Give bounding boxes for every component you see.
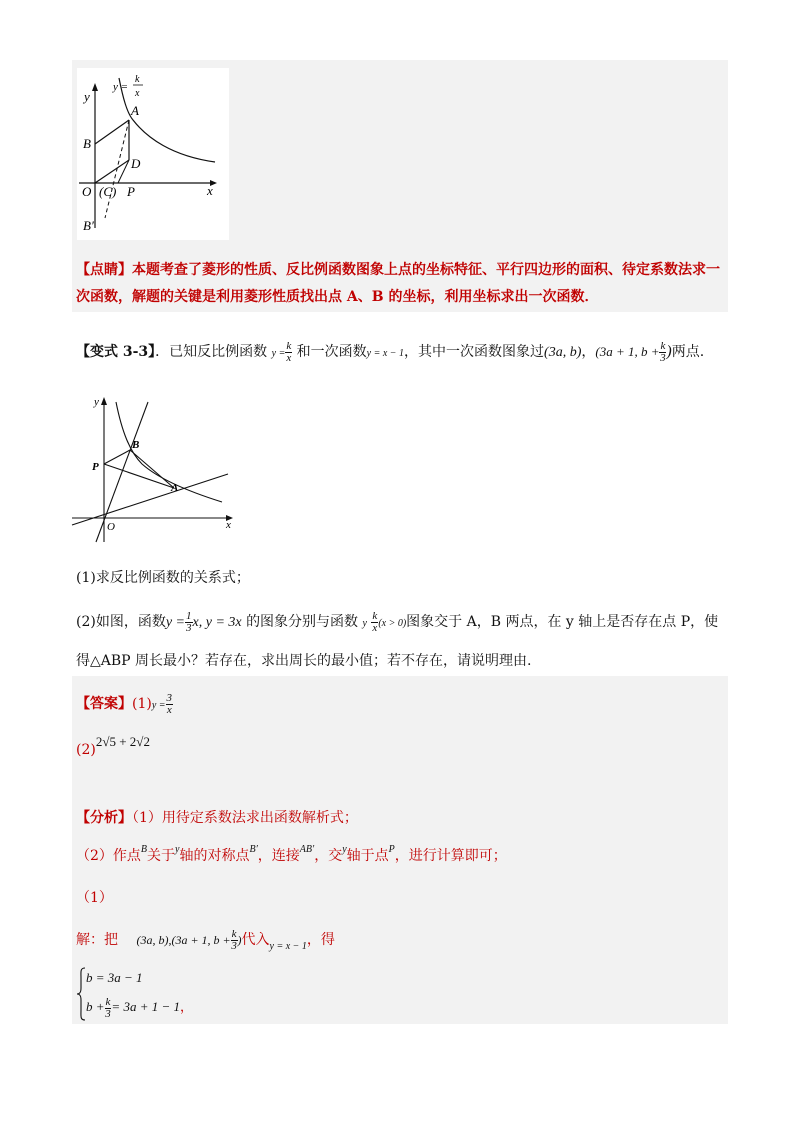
dianjing-line2 bbox=[76, 287, 598, 307]
variant-point1: (3a, b) bbox=[544, 345, 582, 360]
analysis-line2 bbox=[76, 846, 507, 870]
question-2-line2: 得△ABP 周长最小？若存在，求出周长的最小值；若不存在，请说明理由. bbox=[76, 653, 532, 669]
solution-k: k bbox=[231, 927, 237, 940]
solution-close: ) bbox=[237, 933, 242, 947]
fig1-point-P: P bbox=[127, 184, 135, 199]
answer-1-frac bbox=[166, 693, 174, 716]
variant-point2-post: ) bbox=[666, 343, 672, 360]
analysis-text1: （1）用待定系数法求出函数解析式； bbox=[132, 810, 358, 826]
solution-3: 3 bbox=[231, 939, 237, 952]
solution-points: (3a, b),(3a + 1, b + bbox=[136, 933, 231, 947]
figure1-svg bbox=[77, 68, 229, 240]
q2-g-cond: (x > 0) bbox=[378, 618, 407, 629]
variant-text-c: ，其中一次函数图象过 bbox=[404, 344, 545, 360]
fig2-axis-x: x bbox=[226, 519, 231, 531]
answer-1-label: (1) bbox=[132, 696, 152, 712]
dianjing-line1 bbox=[76, 260, 720, 280]
question-2-line1 bbox=[76, 604, 718, 640]
fig1-point-C: (C) bbox=[99, 184, 117, 199]
analysis-l2-y2: y bbox=[342, 844, 347, 855]
analysis-part1: （1） bbox=[76, 890, 113, 906]
analysis-l2-ABp: AB′ bbox=[299, 844, 315, 855]
q2-text-b: 的图象分别与函数 bbox=[246, 614, 359, 630]
answer-tag: 【答案】 bbox=[76, 696, 132, 712]
dianjing-text2: 次函数，解题的关键是利用菱形性质找出点 A、B 的坐标，利用坐标求出一次函数． bbox=[76, 289, 599, 305]
equation-1: b = 3a − 1 bbox=[86, 970, 143, 985]
analysis-line1 bbox=[76, 808, 358, 828]
figure-rhombus-hyperbola bbox=[77, 68, 229, 240]
variant-func1-x: x bbox=[286, 351, 292, 364]
analysis-l2-Bp: B′ bbox=[249, 844, 258, 855]
equation-2-k: k bbox=[105, 995, 111, 1008]
equation-2-b: = 3a + 1 − 1 bbox=[111, 999, 180, 1014]
variant-comma: ， bbox=[581, 344, 596, 360]
dianjing-tag: 【点睛】 bbox=[76, 262, 132, 278]
solution-text-c: ，得 bbox=[306, 932, 335, 948]
variant-func1-frac bbox=[285, 341, 292, 364]
equation-2-comma: ， bbox=[180, 999, 194, 1014]
answer-line2 bbox=[76, 732, 150, 758]
variant-point2-k: k bbox=[660, 339, 666, 352]
q2-text-a: (2)如图，函数 bbox=[76, 614, 166, 630]
q2-func-x: x, y = 3x bbox=[192, 615, 242, 630]
q2-frac-1: 1 bbox=[186, 609, 192, 622]
answer-2-label: (2) bbox=[76, 742, 96, 758]
q2-frac-3: 3 bbox=[186, 621, 192, 634]
answer-1-y: y = bbox=[151, 700, 166, 711]
fig2-point-B: B bbox=[132, 439, 140, 451]
fig1-point-D: D bbox=[131, 156, 141, 171]
figure2-svg bbox=[70, 392, 240, 554]
solution-text-a: 解：把 bbox=[76, 932, 118, 948]
solution-func: y = x − 1 bbox=[269, 941, 307, 952]
fig1-curve-x: x bbox=[135, 88, 140, 99]
analysis-l2-d: ，连接 bbox=[257, 848, 300, 864]
variant-point2-pre: (3a + 1, b + bbox=[595, 344, 660, 359]
analysis-l2-e: ，交 bbox=[314, 848, 343, 864]
variant-func2: y = x − 1 bbox=[366, 348, 405, 359]
fig2-point-O: O bbox=[107, 521, 115, 533]
equation-2-3: 3 bbox=[105, 1007, 111, 1020]
q2-text-c: 图象交于 A，B 两点，在 y 轴上是否存在点 P，使 bbox=[406, 614, 719, 630]
analysis-l2-f: 轴于点 bbox=[346, 848, 389, 864]
answer-2-value: 2√5 + 2√2 bbox=[95, 734, 150, 749]
fig1-point-O: O bbox=[82, 184, 92, 199]
fig1-axis-x: x bbox=[207, 183, 213, 198]
q2-frac-1-3 bbox=[185, 611, 193, 634]
analysis-l2-a: （2）作点 bbox=[76, 848, 141, 864]
analysis-l2-c: 轴的对称点 bbox=[179, 848, 250, 864]
fig1-curve-label: y = bbox=[113, 81, 129, 93]
dianjing-text1: 本题考查了菱形的性质、反比例函数图象上点的坐标特征、平行四边形的面积、待定系数法求一 bbox=[132, 262, 720, 278]
answer-1-x: x bbox=[166, 703, 172, 716]
fig1-axis-y: y bbox=[84, 89, 90, 104]
variant-text-d: 两点. bbox=[671, 344, 705, 360]
analysis-l2-b: 关于 bbox=[147, 848, 176, 864]
equation-2 bbox=[86, 992, 193, 1022]
solution-frac bbox=[231, 929, 238, 952]
answer-line1 bbox=[76, 686, 173, 722]
variant-statement bbox=[76, 334, 704, 370]
q2-g-k: k bbox=[372, 609, 378, 622]
variant-point2-3: 3 bbox=[660, 351, 666, 364]
variant-tag: 【变式 3-3】 bbox=[76, 344, 156, 360]
variant-func1-k: k bbox=[286, 339, 292, 352]
equation-2-a: b + bbox=[86, 999, 105, 1014]
q2-g-y: y bbox=[362, 618, 367, 629]
analysis-l2-P: P bbox=[388, 844, 395, 855]
equation-system bbox=[76, 966, 236, 1022]
analysis-l2-g: ，进行计算即可； bbox=[394, 848, 507, 864]
fig1-curve-k: k bbox=[135, 74, 140, 85]
variant-text-b: 和一次函数 bbox=[296, 344, 367, 360]
fig2-point-P: P bbox=[92, 461, 99, 473]
analysis-l2-B: B bbox=[140, 844, 148, 855]
fig1-point-B: B bbox=[83, 136, 91, 151]
fig2-axis-y: y bbox=[94, 396, 99, 408]
variant-func1: y = bbox=[271, 348, 286, 359]
fig1-point-Bprime: B′ bbox=[83, 218, 94, 233]
answer-1-3: 3 bbox=[166, 691, 173, 704]
figure-three-lines-hyperbola bbox=[70, 392, 240, 554]
analysis-l2-y: y bbox=[175, 844, 180, 855]
question-1: (1)求反比例函数的关系式； bbox=[76, 570, 250, 586]
fig2-point-A: A bbox=[171, 482, 179, 494]
q2-g-x: x bbox=[372, 621, 378, 634]
solution-line bbox=[76, 922, 335, 958]
brace-icon bbox=[76, 966, 86, 1022]
fig1-point-A: A bbox=[131, 103, 139, 118]
variant-text-a: ．已知反比例函数 bbox=[155, 344, 268, 360]
solution-text-b: 代入 bbox=[241, 932, 270, 948]
analysis-tag: 【分析】 bbox=[76, 810, 132, 826]
q2-func-y: y = bbox=[165, 615, 186, 630]
